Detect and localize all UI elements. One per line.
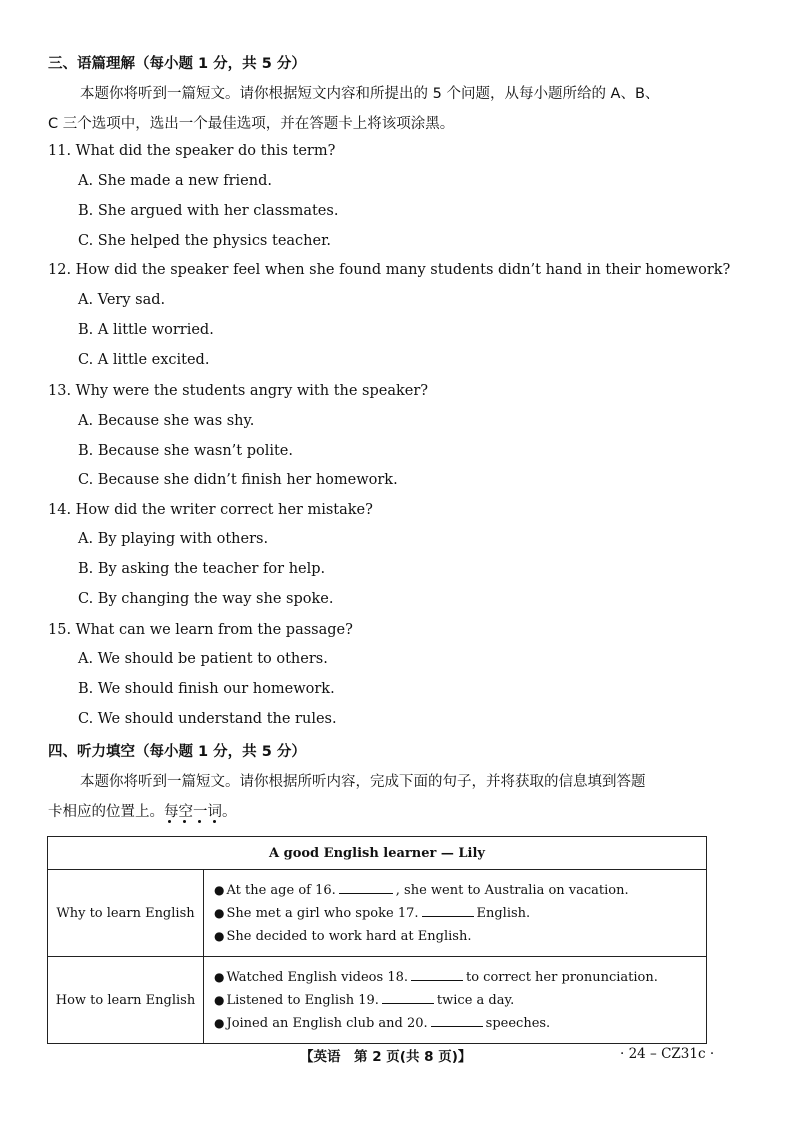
line-text: Watched English videos 18. [226, 969, 408, 985]
question-15-option-a: A. We should be patient to others. [78, 651, 328, 667]
section-3-title: 三、语篇理解（每小题 1 分，共 5 分） [48, 56, 306, 72]
emphasis-dot [213, 820, 216, 823]
line-text: She decided to work hard at English. [226, 928, 472, 944]
section-3-instruction-line-2: C 三个选项中，选出一个最佳选项，并在答题卡上将该项涂黑。 [48, 116, 455, 132]
table-line [214, 1012, 696, 1035]
listening-table [47, 836, 707, 1044]
table-line [214, 902, 696, 925]
bullet-icon: ● [214, 992, 225, 1007]
question-14-option-c: C. By changing the way she spoke. [78, 591, 334, 607]
question-13: 13. Why were the students angry with the speaker? [48, 383, 429, 399]
answer-blank-18[interactable] [411, 968, 463, 981]
section-4-instruction-text: 卡相应的位置上。 [48, 804, 164, 820]
bullet-icon: ● [214, 928, 225, 943]
bullet-icon: ● [214, 1015, 225, 1030]
question-15-option-b: B. We should finish our homework. [78, 681, 335, 697]
row-label-how: How to learn English [48, 957, 204, 1044]
line-text: , she went to Australia on vacation. [395, 882, 629, 898]
question-12-option-c: C. A little excited. [78, 352, 210, 368]
question-12: 12. How did the speaker feel when she found many students didn’t hand in their homework? [48, 262, 731, 278]
question-11-option-a: A. She made a new friend. [78, 173, 272, 189]
line-text: to correct her pronunciation. [466, 969, 658, 985]
question-13-option-a: A. Because she was shy. [78, 413, 255, 429]
emphasis-dotted-text [164, 800, 222, 821]
row-content-why [204, 870, 707, 957]
line-text: twice a day. [436, 992, 515, 1008]
question-12-option-a: A. Very sad. [78, 292, 166, 308]
line-text: English. [476, 905, 531, 921]
emphasis-dot [198, 820, 201, 823]
line-text: She met a girl who spoke 17. [226, 905, 419, 921]
question-15: 15. What can we learn from the passage? [48, 622, 353, 638]
page-footer: 【英语 第 2 页(共 8 页)】 [300, 1049, 472, 1065]
question-15-option-c: C. We should understand the rules. [78, 711, 337, 727]
table-line [214, 966, 696, 989]
question-14: 14. How did the writer correct her mistake? [48, 502, 373, 518]
row-label-why: Why to learn English [48, 870, 204, 957]
line-text: Listened to English 19. [226, 992, 379, 1008]
emphasis-dot [183, 820, 186, 823]
answer-blank-16[interactable] [339, 881, 393, 894]
line-text: speeches. [485, 1015, 551, 1031]
row-content-how [204, 957, 707, 1044]
question-11-option-b: B. She argued with her classmates. [78, 203, 339, 219]
question-13-option-b: B. Because she wasn’t polite. [78, 443, 294, 459]
question-13-option-c: C. Because she didn’t finish her homework. [78, 472, 398, 488]
question-14-option-b: B. By asking the teacher for help. [78, 561, 326, 577]
question-14-option-a: A. By playing with others. [78, 531, 269, 547]
emphasis-dot [168, 820, 171, 823]
section-4-instruction-line-1: 本题你将听到一篇短文。请你根据所听内容，完成下面的句子，并将获取的信息填到答题 [80, 774, 646, 790]
emphasis-text: 每空一词 [164, 804, 222, 820]
answer-blank-20[interactable] [431, 1014, 483, 1027]
section-4-instruction-line-2 [48, 800, 710, 821]
table-title: A good English learner — Lily [48, 837, 707, 870]
line-text: At the age of 16. [226, 882, 336, 898]
question-11: 11. What did the speaker do this term? [48, 143, 336, 159]
table-row-how [48, 957, 707, 1044]
question-12-option-b: B. A little worried. [78, 322, 214, 338]
table-row-why [48, 870, 707, 957]
answer-blank-19[interactable] [382, 991, 434, 1004]
table-line [214, 925, 696, 948]
table-line [214, 989, 696, 1012]
paper-code: · 24 – CZ31c · [620, 1046, 715, 1062]
question-11-option-c: C. She helped the physics teacher. [78, 233, 332, 249]
section-4-instruction-end: 。 [222, 804, 237, 820]
bullet-icon: ● [214, 905, 225, 920]
section-3-instruction-line-1: 本题你将听到一篇短文。请你根据短文内容和所提出的 5 个问题，从每小题所给的 A、B、 [80, 86, 660, 102]
answer-blank-17[interactable] [422, 904, 474, 917]
bullet-icon: ● [214, 882, 225, 897]
table-line [214, 879, 696, 902]
section-4-title: 四、听力填空（每小题 1 分，共 5 分） [48, 744, 306, 760]
line-text: Joined an English club and 20. [226, 1015, 428, 1031]
bullet-icon: ● [214, 969, 225, 984]
